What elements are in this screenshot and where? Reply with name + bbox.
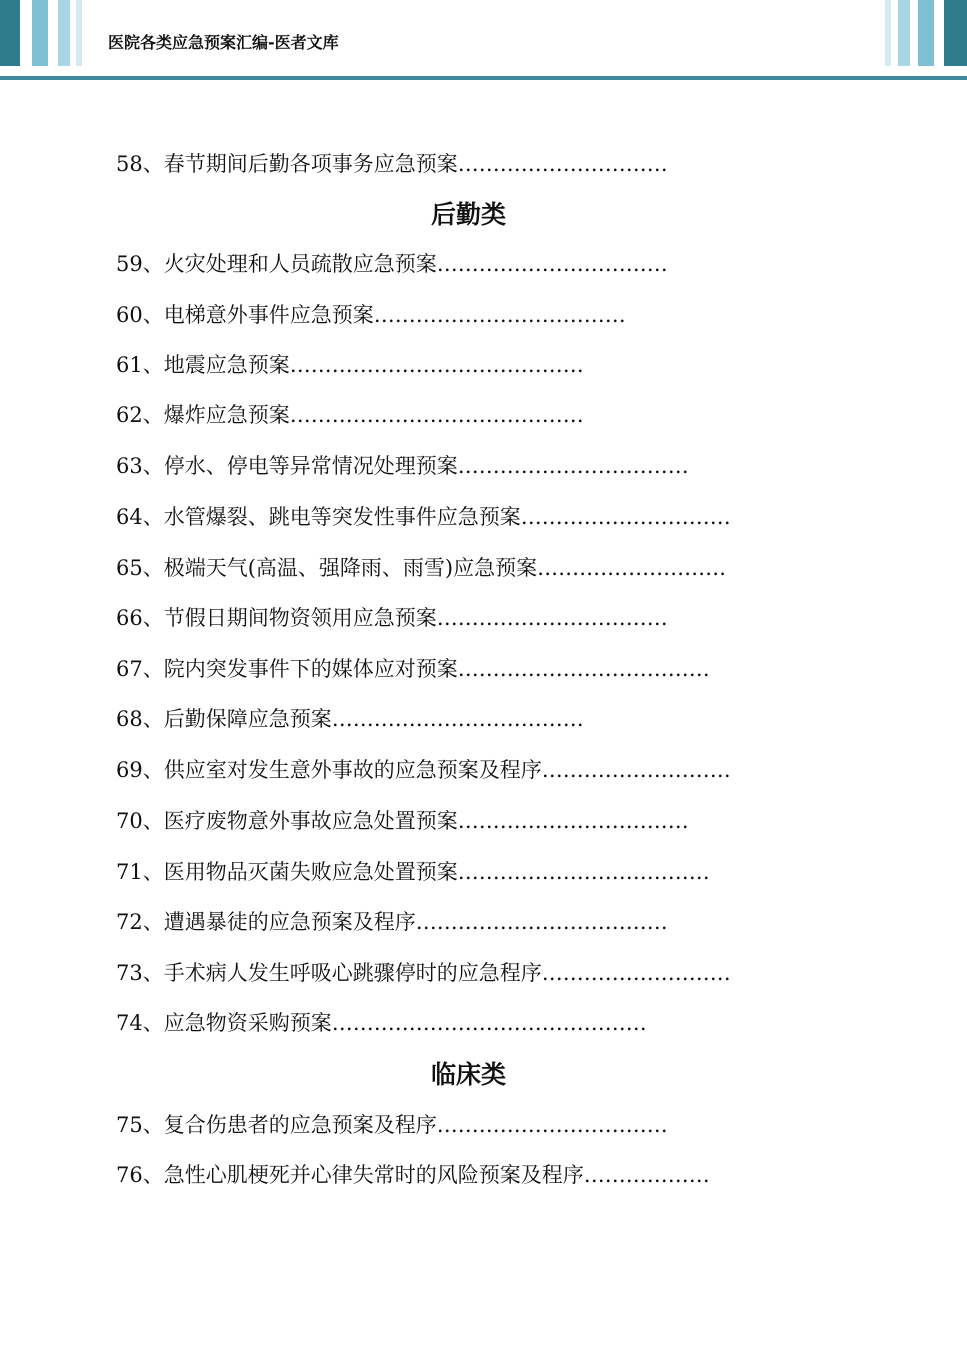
- toc-entry[interactable]: [116, 811, 689, 832]
- toc-entry[interactable]: [116, 608, 668, 629]
- toc-entry-label: 71、医用物品灭菌失败应急处置预案: [116, 860, 458, 884]
- toc-entry-label: 65、极端天气(高温、强降雨、雨雪)应急预案: [116, 556, 538, 580]
- toc-leader-dots: ………………………: [541, 758, 731, 782]
- toc-entry[interactable]: [116, 254, 668, 275]
- section-heading: 后勤类: [430, 200, 506, 229]
- toc-leader-dots: ………………………………: [373, 303, 626, 327]
- toc-entry-label: 76、急性心肌梗死并心律失常时的风险预案及程序: [116, 1163, 584, 1187]
- toc-entry-label: 62、爆炸应急预案: [116, 403, 290, 427]
- toc-leader-dots: ………………………………: [457, 657, 710, 681]
- toc-entry-label: 73、手术病人发生呼吸心跳骤停时的应急程序: [116, 961, 542, 985]
- toc-entry-label: 61、地震应急预案: [116, 353, 290, 377]
- toc-entry-label: 66、节假日期间物资领用应急预案: [116, 606, 437, 630]
- toc-entry-label: 59、火灾处理和人员疏散应急预案: [116, 252, 437, 276]
- toc-leader-dots: ……………………………………: [289, 403, 584, 427]
- toc-entry[interactable]: [116, 558, 726, 579]
- toc-leader-dots: …………………………: [457, 152, 668, 176]
- header-bar-decoration: [918, 0, 934, 66]
- toc-leader-dots: ……………………………: [436, 606, 668, 630]
- toc-entry[interactable]: [116, 507, 731, 528]
- section-heading: 临床类: [430, 1060, 506, 1089]
- header-divider: [0, 76, 967, 80]
- toc-entry[interactable]: [116, 1115, 668, 1136]
- toc-leader-dots: ………………: [583, 1163, 710, 1187]
- header-bar-decoration: [898, 0, 910, 66]
- toc-leader-dots: ……………………………………: [289, 353, 584, 377]
- toc-entry[interactable]: [116, 1165, 710, 1186]
- toc-entry[interactable]: [116, 154, 668, 175]
- toc-entry[interactable]: [116, 760, 731, 781]
- toc-leader-dots: ………………………………: [457, 860, 710, 884]
- page-header: [0, 0, 967, 82]
- toc-leader-dots: ……………………………: [457, 454, 689, 478]
- toc-leader-dots: ………………………………………: [331, 1011, 647, 1035]
- toc-entry-label: 68、后勤保障应急预案: [116, 707, 332, 731]
- toc-entry[interactable]: [116, 456, 689, 477]
- toc-entry[interactable]: [116, 912, 668, 933]
- toc-entry-label: 72、遭遇暴徒的应急预案及程序: [116, 910, 416, 934]
- toc-leader-dots: ……………………………: [436, 1113, 668, 1137]
- toc-leader-dots: ………………………: [541, 961, 731, 985]
- toc-entry[interactable]: [116, 963, 731, 984]
- document-title: 医院各类应急预案汇编-医者文库: [108, 33, 339, 52]
- toc-entry[interactable]: [116, 709, 584, 730]
- header-bar-decoration: [885, 0, 891, 66]
- toc-entry-label: 64、水管爆裂、跳电等突发性事件应急预案: [116, 505, 521, 529]
- header-bar-decoration: [76, 0, 82, 66]
- toc-leader-dots: ……………………………: [457, 809, 689, 833]
- toc-entry-label: 58、春节期间后勤各项事务应急预案: [116, 152, 458, 176]
- header-bar-decoration: [32, 0, 48, 66]
- toc-leader-dots: ……………………………: [436, 252, 668, 276]
- toc-entry-label: 69、供应室对发生意外事故的应急预案及程序: [116, 758, 542, 782]
- toc-entry-label: 70、医疗废物意外事故应急处置预案: [116, 809, 458, 833]
- toc-entry-label: 74、应急物资采购预案: [116, 1011, 332, 1035]
- toc-leader-dots: ………………………………: [331, 707, 584, 731]
- toc-leader-dots: ………………………………: [415, 910, 668, 934]
- header-bar-decoration: [0, 0, 20, 66]
- toc-entry[interactable]: [116, 355, 584, 376]
- toc-entry[interactable]: [116, 305, 626, 326]
- toc-entry-label: 75、复合伤患者的应急预案及程序: [116, 1113, 437, 1137]
- header-bar-decoration: [944, 0, 967, 66]
- toc-entry[interactable]: [116, 1013, 647, 1034]
- toc-leader-dots: ………………………: [537, 556, 727, 580]
- toc-entry-label: 67、院内突发事件下的媒体应对预案: [116, 657, 458, 681]
- toc-entry[interactable]: [116, 405, 584, 426]
- toc-entry[interactable]: [116, 862, 710, 883]
- toc-entry-label: 60、电梯意外事件应急预案: [116, 303, 374, 327]
- toc-leader-dots: …………………………: [520, 505, 731, 529]
- toc-entry-label: 63、停水、停电等异常情况处理预案: [116, 454, 458, 478]
- toc-entry[interactable]: [116, 659, 710, 680]
- header-bar-decoration: [58, 0, 70, 66]
